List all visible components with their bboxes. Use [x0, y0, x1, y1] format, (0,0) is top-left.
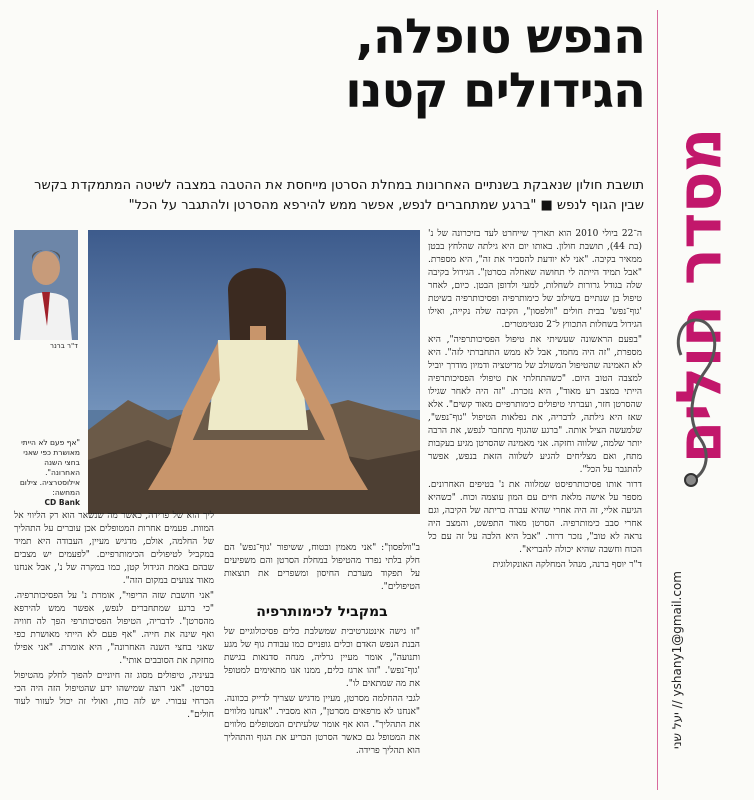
paragraph: "זו גישה אינטגרטיבית שמשלבת כלים פסיכולוגיים של הבנת הנפש האדם וכלים גופניים כמו עבודת גוף של מגע ותנועה", אומר מעיין גרליה, מנחה סדנאות בגישת 'גוף־נפש'. "זהו ארגז כלים, ממנו אנו מתאימים למטופל את מה שמתאים לו". — [224, 627, 420, 689]
article-column-2 — [224, 626, 420, 794]
section-band — [662, 10, 746, 780]
paragraph: ליך הוא של פרידה, כאשר מה שנשאר הוא רק הליווי אל המוות. פעמים אחרות המטופלים אכן עוברים על התהליך של החלמה, אולם, מדגיש מעיין, העבודה היא תמיד במקביל לטיפולים הכימותרפיים. "לפעמים יש מצבים שבהם באמת הגידול קטן, כמו במקרה של נ', אבל אנחנו מאוד צנועים במקום הזה". — [14, 511, 214, 586]
paragraph: לגבי ההחלמה מסרטן, מעיין מדגיש שצריך לדייק בכוונה. "אנחנו לא מרפאים מסרטן", הוא מסביר. "אנחנו מלווים את התהליך". הוא אף אומר שלעיתים המטופלים מלווים את המטופל גם כאשר הסרטן הכריע את הגוף והתהליך הוא תהליך פרידה. — [224, 694, 420, 756]
paragraph: ה־22 ביולי 2010 הוא תאריך שייחרט לעד בזיכרונה של נ' (בת 44), תושבת חולון. באותו יום היא גילתה שהלחץ בבטן ממאיר בקיבה. "אני לא יודעת להסביר את זה", היא מספרת. "אבל תמיד הייתה לי תחושה שאחלה בסרטן". הגידול בקיבה שלה בגודל גרורות לשחלות, למעי ולדופן הבטן. כיום, לאחר טיפול בן שנתיים בשילוב של כימותרפיה ופסיכותרפיה בשיטת 'גוף־נפש' בבית חולים "וולפסון", הקיבה שלה נקייה, ואילו הגידול בשחלות התכווץ ל־2 סנטימטרים. — [428, 229, 642, 330]
headline — [190, 10, 645, 118]
article-column-2-top — [224, 542, 420, 598]
author-byline-text: יעל שני // yshany1@gmail.com — [670, 571, 684, 749]
paragraph: ב"וולפסון": "אני מאמין ובטוח, ששיפור 'גוף־נפש' הם חלק בלתי נפרד מהטיפול במחלת הסרטן והם משפיעים על תפקוד מערכת החיסון ומשפרים את תוצאות הטיפולים". — [224, 543, 420, 592]
stethoscope-icon — [666, 310, 726, 490]
paragraph: "אני חושבת שזה הריפוי", אומרת נ' על הפסיכותרפיה. "כי ברגע שמתחברים לנפש, אפשר ממש להירפא מהסרטן". לדבריה, הטיפול הפסיכותרפי הפך לה חוויה ואף שינה את חייה. "אף פעם לא הייתי מאושרת כפי שאני בחצי השנה האחרונה", היא אומרת. "אני אפילו מחזקת את הסובבים אותי". — [14, 591, 214, 666]
headline-line-1: הנפש טופלה, — [355, 9, 645, 65]
column-divider — [657, 10, 658, 790]
subheadline: תושבת חולון שנאבקת בשנתיים האחרונות במחלת הסרטן מייחסת את ההטבה במצבה לשיטה המתמקדת בקשר שבין הגוף לנפש ■ "ברגע שמתחברים לנפש, אפשר ממש להירפא מהסרטן ולהתגבר על הכל" — [34, 178, 644, 213]
meditation-photo — [88, 230, 420, 514]
article-column-3 — [14, 510, 214, 792]
paragraph: ד"ר יוסף ברנה, מנהל המחלקה האונקולוגית — [492, 560, 642, 570]
section-subheading: במקביל לכימותרפיה — [256, 604, 388, 620]
author-byline — [664, 530, 690, 790]
article-column-1 — [428, 228, 642, 793]
photo-caption-text: "אף פעם לא הייתי מאושרת כפי שאני בחצי השנה האחרונה". אילוסטרציה. צילום המחשה: — [19, 438, 80, 497]
headline-line-2: הגידולים קטנו — [345, 63, 645, 119]
doctor-portrait — [14, 230, 78, 340]
section-title — [660, 16, 740, 576]
paragraph: דרור אותו פסיכותרפיסט שמלווה את נ' בטיפים האחרונים. מספר על אישה מלאת חיים עם המון עוצמה וכוח. "כשהיא הגיעה אליי, זה היה אחרי שהיא עברה כריתה של הקיבה, וגם אחרי סבב כימותרפיה. הסרטן מאוד התפשט, והמצב היה נראה לא טוב", נזכר דרור. "אבל היא הלכה על זה עם כל הכוח וחשבה שהיא יכולה להבריא". — [428, 480, 642, 555]
paragraph: בעיניה, טיפולים מסוג זה חיוניים להפוך לחלק מהטיפול בסרטן. "אני רוצה שמישהו ידע שהטיפול הזה היה הכי הכרחי עבורי. יש לזה כוח, ואולי זה יכול לעזור לעוד חולים". — [14, 671, 214, 720]
portrait-caption: ד"ר ברנר — [50, 342, 78, 350]
paragraph: "בפעם הראשונה שעשיתי את טיפול הפסיכותרפיה", היא מספרת, "זה היה מחמד, אבל לא ממש התחברתי לזה". היא לא האמינה שהטיפול המשולב של מדיטציה ודמיון מודרך יוביל למצבה הטוב היום. "כשהתחלתי את טיפולי הפסיכותרפיה הייתי במצב רע מאוד", היא נזכרת. "זה היה לאחר שגילו שהסרטן חזר, ועברתי טיפולים כימותרפיים מאוד קשים". אלא שאז היא גילתה, לדבריה, את נפלאות הטיפול "גוף־נפש", שלמעשה הציל אותה. "ברגע שהגוף מתחבר לנפש, את הרבה יותר שלמה, שלווה וחזקה. אני מאמינה שהסרטן מגיע בעקבות מתח, ואם מצליחים להגיע לשלווה הזאת בנפש, אפשר להתגבר על הכל". — [428, 335, 642, 475]
photo-caption — [14, 438, 80, 508]
photo-credit: CD Bank — [44, 498, 80, 507]
section-title-text: מסדר חולים — [663, 128, 736, 464]
